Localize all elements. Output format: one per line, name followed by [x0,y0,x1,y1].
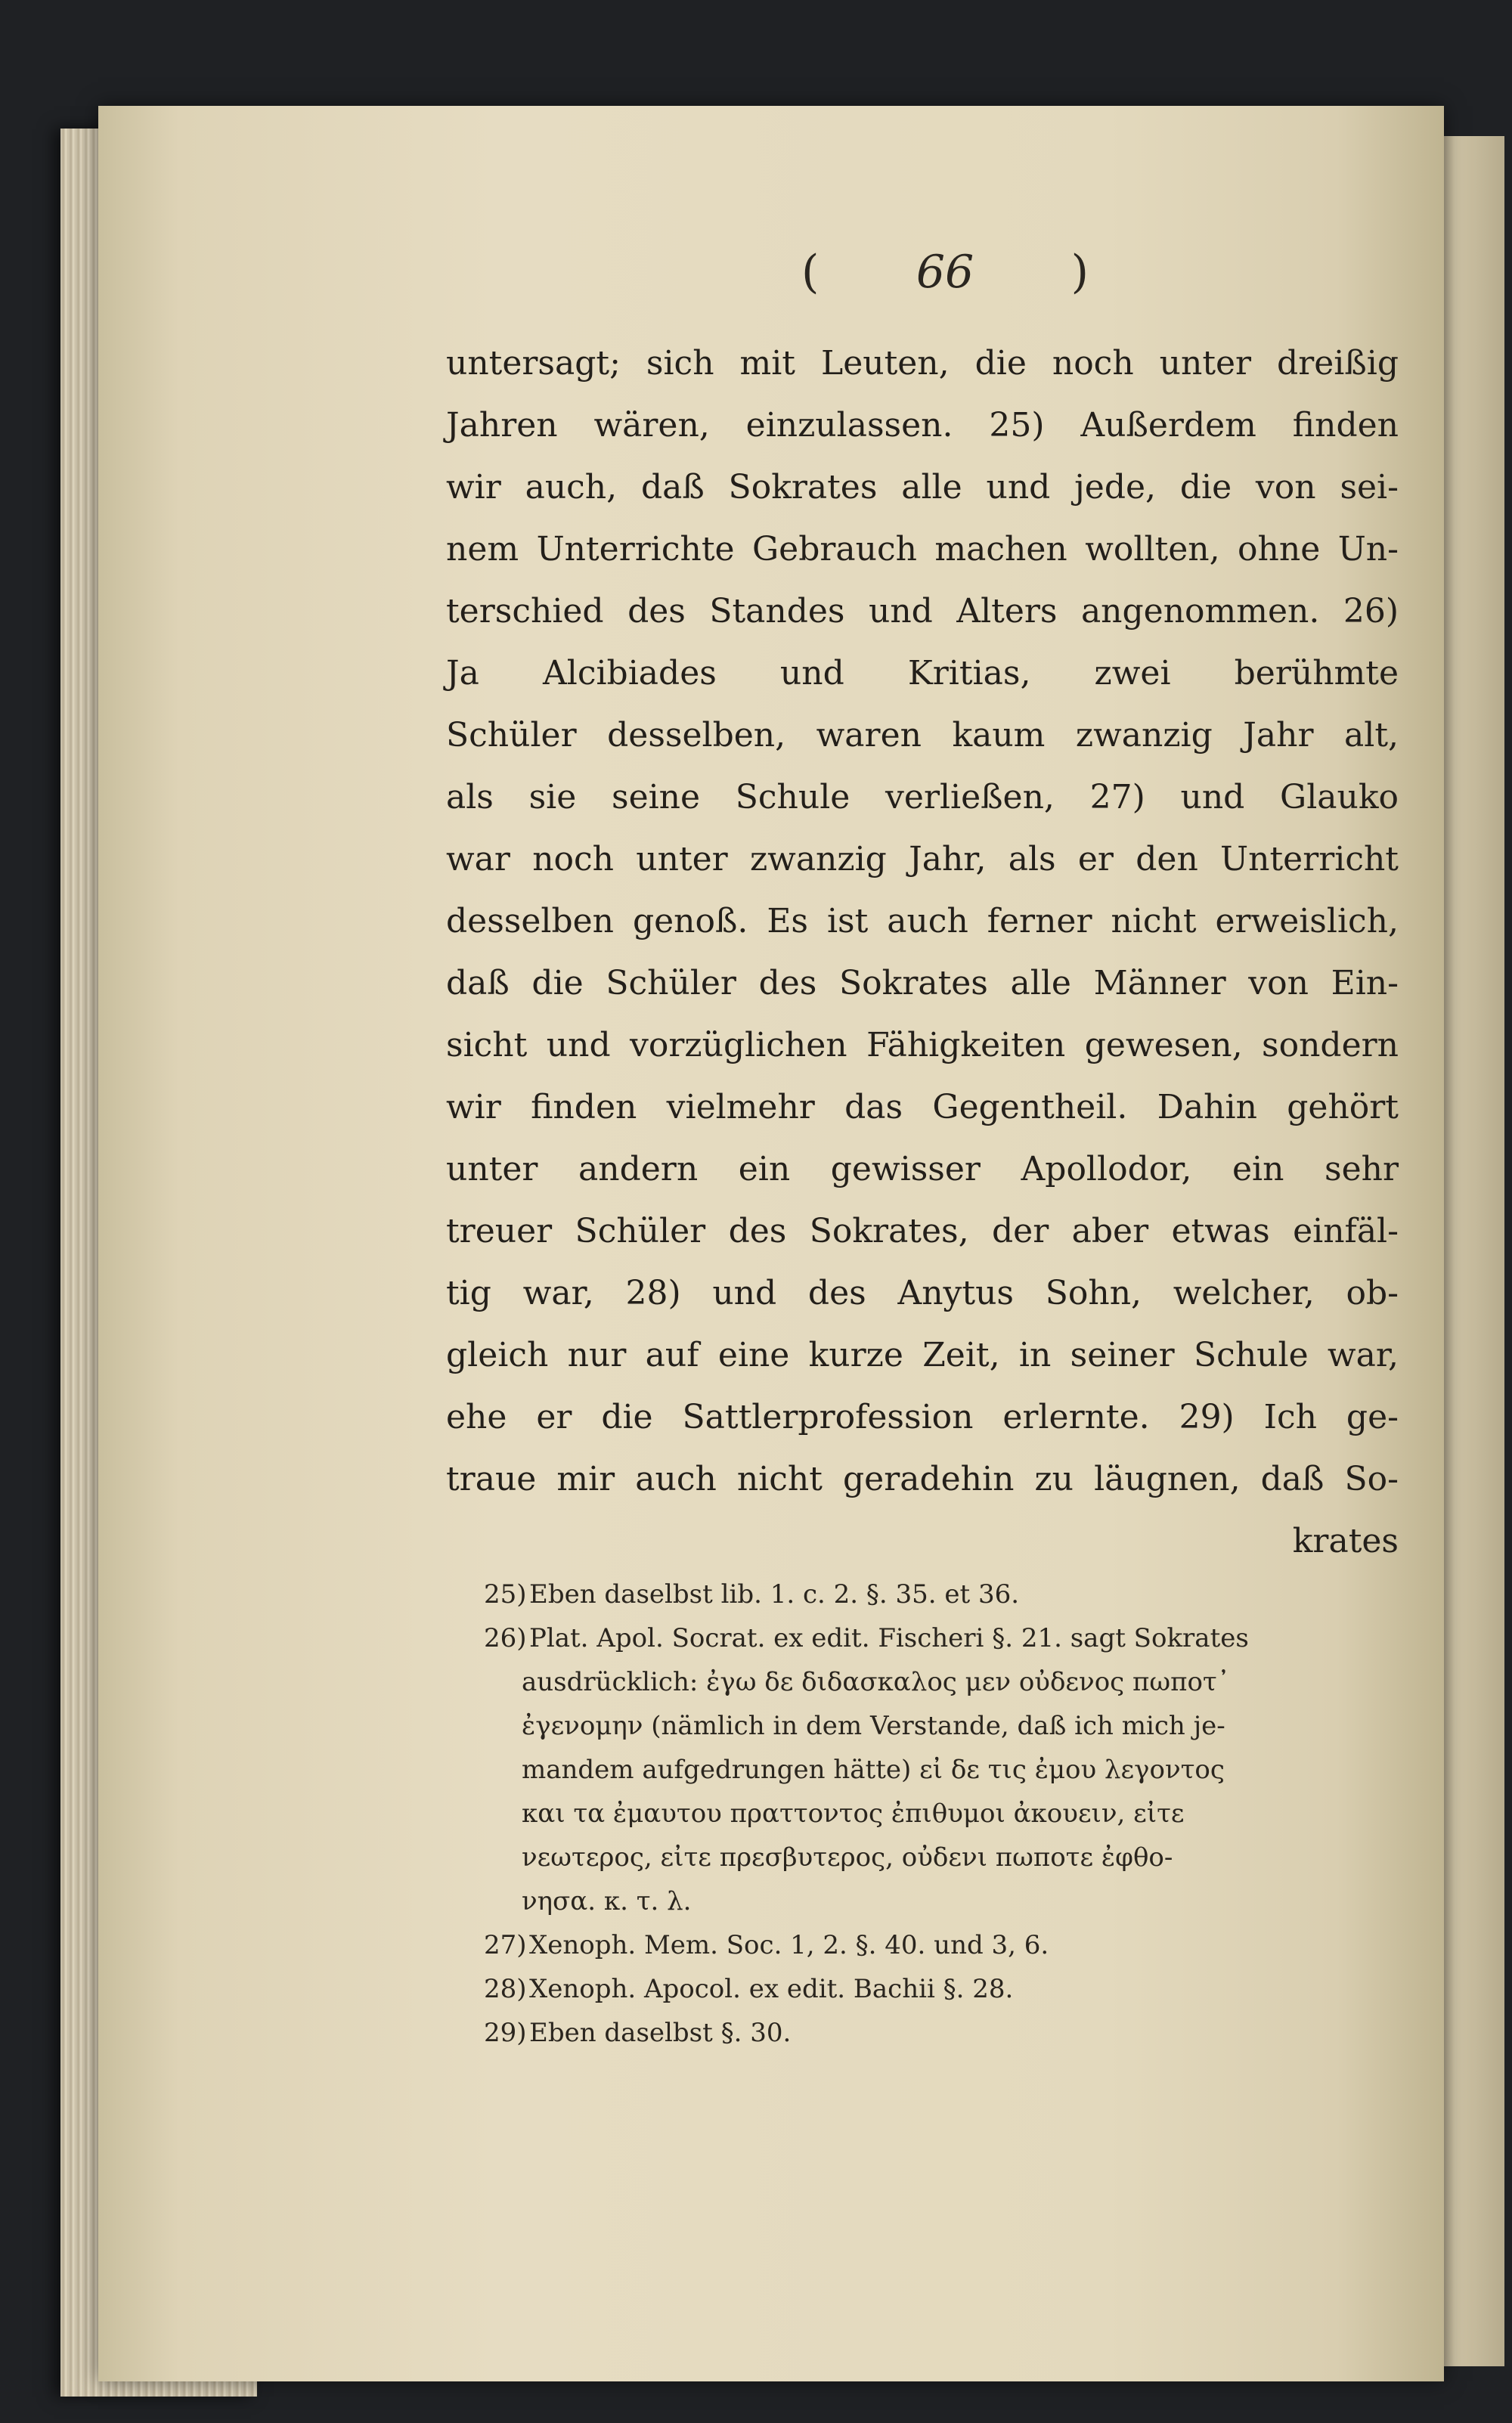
text-line: sicht und vorzüglichen Fähigkeiten gewesen, sondern [446,1026,1399,1064]
text-line: gleich nur auf eine kurze Zeit, in seiner Schule war, [446,1336,1399,1374]
footnote-continuation [484,1879,1399,1923]
text-line: unter andern ein gewisser Apollodor, ein sehr [446,1150,1399,1188]
footnote [484,1572,1399,1616]
footnote [484,1616,1399,1660]
footnote-ref: 25) [484,1579,527,1610]
catchword: krates [1292,1522,1399,1560]
footnote-text: και τα ἐμαυτου πραττοντος ἐπιθυμοι ἀκουειν, εἰτε [522,1799,1185,1829]
footnote-text: Xenoph. Apocol. ex edit. Bachii §. 28. [529,1974,1014,2004]
footnote-text: Xenoph. Mem. Soc. 1, 2. §. 40. und 3, 6. [529,1930,1049,1960]
footnote-ref: 28) [484,1974,527,2004]
footnotes [484,1572,1399,2055]
footnote-continuation [484,1660,1399,1704]
text-line: Jahren wären, einzulassen. 25) Außerdem finden [446,406,1399,445]
footnote-continuation [484,1704,1399,1748]
text-line: desselben genoß. Es ist auch ferner nicht erweislich, [446,902,1399,940]
footnote-text: νησα. κ. τ. λ. [522,1886,692,1916]
footnote-ref: 26) [484,1623,527,1653]
text-line: traue mir auch nicht geradehin zu läugnen, daß So- [446,1460,1399,1498]
footnote-text: mandem aufgedrungen hätte) εἰ δε τις ἐμου λεγοντος [522,1755,1225,1785]
text-line: nem Unterrichte Gebrauch machen wollten, ohne Un- [446,530,1399,569]
page-header [801,242,1089,302]
footnote [484,2011,1399,2055]
footnote-continuation [484,1836,1399,1879]
footnote-text: νεωτερος, εἰτε πρεσβυτερος, οὐδενι πωποτε ἐφθο- [522,1842,1173,1873]
footnote-text: ἐγενομην (nämlich in dem Verstande, daß ich mich je- [522,1711,1225,1741]
footnote-text: Plat. Apol. Socrat. ex edit. Fischeri §. 21. sagt Sokrates [529,1623,1249,1653]
text-line: tig war, 28) und des Anytus Sohn, welcher, ob- [446,1274,1399,1312]
text-line: treuer Schüler des Sokrates, der aber etwas einfäl- [446,1212,1399,1250]
text-line: ehe er die Sattlerprofession erlernte. 29) Ich ge- [446,1398,1399,1436]
footnote-text: Eben daselbst §. 30. [529,2018,792,2048]
text-line: wir auch, daß Sokrates alle und jede, die von sei- [446,468,1399,507]
text-line: daß die Schüler des Sokrates alle Männer von Ein- [446,964,1399,1002]
text-line: terschied des Standes und Alters angenommen. 26) [446,592,1399,631]
footnote-ref: 27) [484,1930,527,1960]
header-right-paren: ) [1070,246,1089,299]
footnote [484,1923,1399,1967]
footnote-continuation [484,1792,1399,1836]
text-line: wir finden vielmehr das Gegentheil. Dahin gehört [446,1088,1399,1126]
footnote [484,1967,1399,2011]
text-line: als sie seine Schule verließen, 27) und Glauko [446,778,1399,816]
page-number: 66 [916,246,974,299]
text-line: Ja Alcibiades und Kritias, zwei berühmte [446,654,1399,693]
footnote-text: Eben daselbst lib. 1. c. 2. §. 35. et 36. [529,1579,1020,1610]
main-text [446,333,1399,1572]
footnote-continuation [484,1748,1399,1792]
text-line: war noch unter zwanzig Jahr, als er den Unterricht [446,840,1399,878]
footnote-text: ausdrücklich: ἐγω δε διδασκαλος μεν οὐδενος πωποτ᾽ [522,1667,1230,1697]
header-left-paren: ( [801,246,820,299]
text-line: untersagt; sich mit Leuten, die noch unter dreißig [446,344,1399,383]
text-line: Schüler desselben, waren kaum zwanzig Jahr alt, [446,716,1399,754]
footnote-ref: 29) [484,2018,527,2048]
